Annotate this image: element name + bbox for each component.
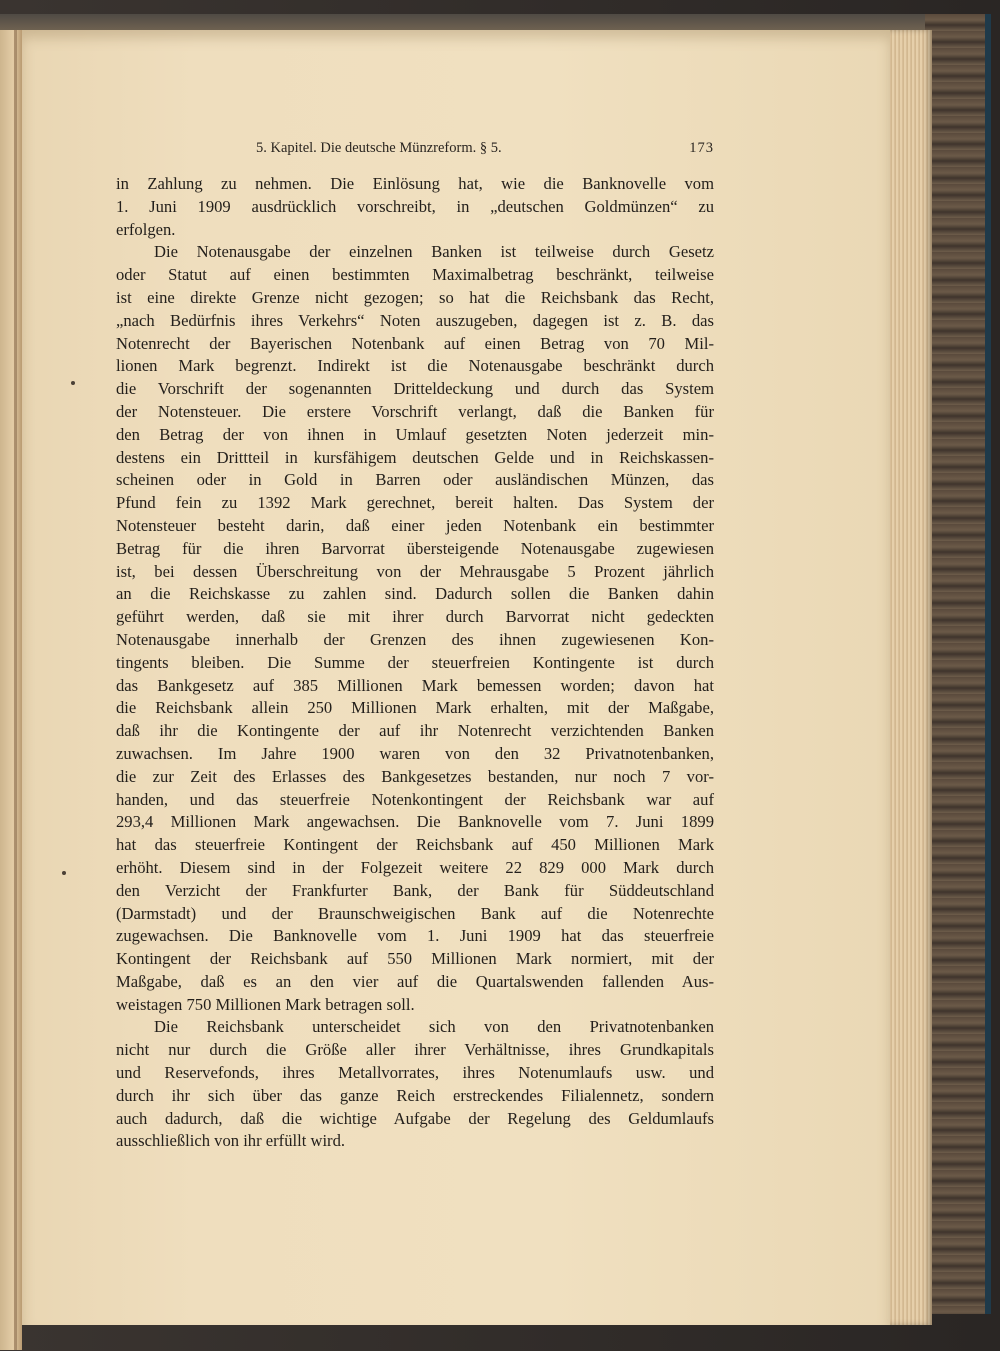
text-line: daß ihr die Kontingente der auf ihr Notenrecht verzichtenden Banken [116,721,714,741]
text-line: erfolgen. [116,219,176,239]
text-line: Maßgabe, daß es an den vier auf die Quartalswenden fallenden Aus- [116,971,714,991]
text-line: 1. Juni 1909 ausdrücklich vorschreibt, in „deutschen Goldmünzen“ zu [116,196,714,216]
text-line: oder Statut auf einen bestimmten Maximalbetrag beschränkt, teilweise [116,265,714,285]
text-line: ist eine direkte Grenze nicht gezogen; so hat die Reichsbank das Recht, [116,287,714,307]
text-line: den Betrag der von ihnen in Umlauf gesetzten Noten jederzeit min- [116,424,714,444]
paragraph [116,241,714,1016]
text-line: erhöht. Diesem sind in der Folgezeit weitere 22 829 000 Mark durch [116,857,714,877]
paper-speck [62,871,66,875]
text-line: zugewachsen. Die Banknovelle vom 1. Juni 1909 hat das steuerfreie [116,926,714,946]
text-line: Notensteuer besteht darin, daß einer jeden Notenbank ein bestimmter [116,515,714,535]
text-line: Die Notenausgabe der einzelnen Banken ist teilweise durch Gesetz [154,242,714,262]
text-line: nicht nur durch die Größe aller ihrer Verhältnisse, ihres Grundkapitals [116,1040,714,1060]
text-line: und Reservefonds, ihres Metallvorrates, ihres Notenumlaufs usw. und [116,1063,714,1083]
text-line: die Reichsbank allein 250 Millionen Mark erhalten, mit der Maßgabe, [116,698,714,718]
text-line: geführt werden, daß sie mit ihrer durch Barvorrat nicht gedeckten [116,607,714,627]
text-line: Pfund fein zu 1392 Mark gerechnet, bereit halten. Das System der [116,493,714,513]
paper-speck [71,381,75,385]
text-line: der Notensteuer. Die erstere Vorschrift verlangt, daß die Banken für [116,401,714,421]
text-line: 293,4 Millionen Mark angewachsen. Die Banknovelle vom 7. Juni 1899 [116,812,714,832]
book-cover-edge [925,14,991,1314]
text-line: ist, bei dessen Überschreitung von der Mehrausgabe 5 Prozent jährlich [116,561,714,581]
text-line: den Verzicht der Frankfurter Bank, der Bank für Süddeutschland [116,880,714,900]
text-line: die zur Zeit des Erlasses des Bankgesetzes bestanden, nur noch 7 vor- [116,766,714,786]
paragraph [116,173,714,241]
text-line: das Bankgesetz auf 385 Millionen Mark bemessen worden; davon hat [116,675,714,695]
text-line: weistagen 750 Millionen Mark betragen soll. [116,994,415,1014]
text-line: durch ihr sich über das ganze Reich erstreckendes Filialennetz, sondern [116,1085,714,1105]
text-line: an die Reichskasse zu zahlen sind. Dadurch sollen die Banken dahin [116,584,714,604]
text-line: in Zahlung zu nehmen. Die Einlösung hat, wie die Banknovelle vom [116,174,714,193]
running-title: 5. Kapitel. Die deutsche Münzreform. § 5. [256,140,502,156]
paragraph [116,1016,714,1153]
text-line: scheinen oder in Gold in Barren oder ausländischen Münzen, das [116,470,714,490]
text-line: (Darmstadt) und der Braunschweigischen Bank auf die Notenrechte [116,903,714,923]
text-line: Notenrecht der Bayerischen Notenbank auf einen Betrag von 70 Mil- [116,333,714,353]
text-line: ausschließlich von ihr erfüllt wird. [116,1131,346,1151]
text-line: handen, und das steuerfreie Notenkontingent der Reichsbank war auf [116,789,714,809]
text-line: zuwachsen. Im Jahre 1900 waren von den 32 Privatnotenbanken, [116,743,714,763]
text-line: die Vorschrift der sogenannten Dritteldeckung und durch das System [116,379,714,399]
text-line: „nach Bedürfnis ihres Verkehrs“ Noten auszugeben, dagegen ist z. B. das [116,310,714,330]
text-line: lionen Mark begrenzt. Indirekt ist die Notenausgabe beschränkt durch [116,356,714,376]
text-line: Betrag für die ihren Barvorrat übersteigende Notenausgabe zugewiesen [116,538,714,558]
text-line: Notenausgabe innerhalb der Grenzen des ihnen zugewiesenen Kon- [116,629,714,649]
text-line: Die Reichsbank unterscheidet sich von den Privatnotenbanken [154,1017,714,1037]
body-text [116,173,714,1153]
text-line: destens ein Drittteil in kursfähigem deutschen Gelde und in Reichskassen- [116,447,714,467]
text-line: tingents bleiben. Die Summe der steuerfreien Kontingente ist durch [116,652,714,672]
running-header [236,140,714,160]
gutter-fold [14,30,17,1350]
text-line: hat das steuerfreie Kontingent der Reichsbank auf 450 Millionen Mark [116,835,714,855]
left-page-edge [0,30,22,1350]
text-line: Kontingent der Reichsbank auf 550 Millionen Mark normiert, mit der [116,949,714,969]
page-number: 173 [689,140,714,156]
text-line: auch dadurch, daß die wichtige Aufgabe der Regelung des Geldumlaufs [116,1108,714,1128]
